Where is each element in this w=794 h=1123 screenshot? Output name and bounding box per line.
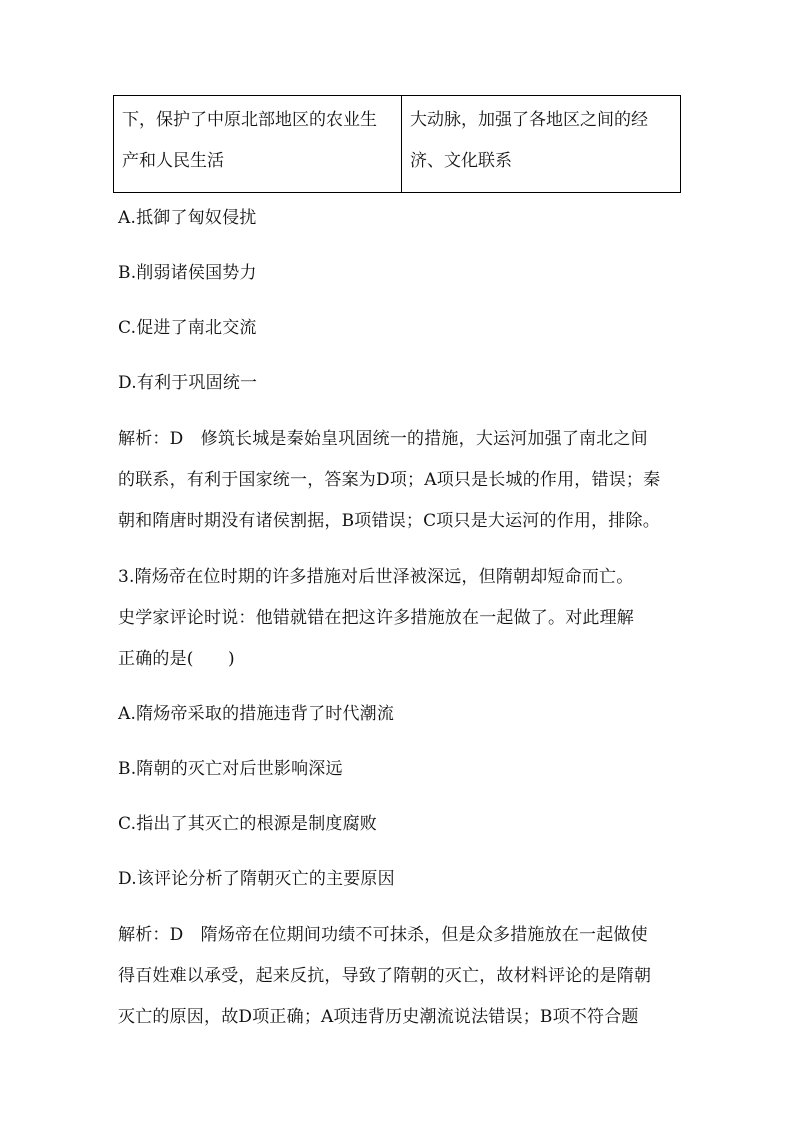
q3-stem-line: 正确的是( ) bbox=[118, 649, 235, 669]
q2-option-b: B.削弱诸侯国势力 bbox=[118, 263, 257, 283]
q2-option-d: D.有利于巩固统一 bbox=[118, 373, 258, 393]
q2-analysis-line: 朝和隋唐时期没有诸侯割据，B项错误；C项只是大运河的作用，排除。 bbox=[118, 511, 660, 531]
q2-option-a: A.抵御了匈奴侵扰 bbox=[118, 208, 257, 228]
cell-line: 大动脉，加强了各地区之间的经 bbox=[410, 110, 648, 130]
q3-option-d: D.该评论分析了隋朝灭亡的主要原因 bbox=[118, 869, 395, 889]
q3-stem-line: 3.隋炀帝在位时期的许多措施对后世泽被深远，但隋朝却短命而亡。 bbox=[118, 567, 634, 587]
q3-analysis-line: 解析：D 隋炀帝在位期间功绩不可抹杀，但是众多措施放在一起做使 bbox=[118, 925, 648, 945]
q3-option-b: B.隋朝的灭亡对后世影响深远 bbox=[118, 759, 343, 779]
q2-analysis-line: 解析：D 修筑长城是秦始皇巩固统一的措施，大运河加强了南北之间 bbox=[118, 429, 648, 449]
q2-option-c: C.促进了南北交流 bbox=[118, 318, 257, 338]
table-row bbox=[114, 96, 681, 193]
cell-line: 济、文化联系 bbox=[410, 151, 512, 171]
q3-option-c: C.指出了其灭亡的根源是制度腐败 bbox=[118, 814, 378, 834]
q3-stem-line: 史学家评论时说：他错就错在把这许多措施放在一起做了。对此理解 bbox=[118, 608, 634, 628]
q3-option-a: A.隋炀帝采取的措施违背了时代潮流 bbox=[118, 704, 395, 724]
q2-analysis-line: 的联系，有利于国家统一，答案为D项；A项只是长城的作用，错误；秦 bbox=[118, 470, 661, 490]
table-cell-right bbox=[402, 96, 681, 193]
cell-line: 下，保护了中原北部地区的农业生 bbox=[122, 110, 377, 130]
continuation-table bbox=[113, 95, 681, 193]
table-cell-left bbox=[114, 96, 402, 193]
cell-line: 产和人民生活 bbox=[122, 151, 224, 171]
q3-analysis-line: 得百姓难以承受，起来反抗，导致了隋朝的灭亡，故材料评论的是隋朝 bbox=[118, 966, 652, 986]
q3-analysis-line: 灭亡的原因，故D项正确；A项违背历史潮流说法错误；B项不符合题 bbox=[118, 1007, 639, 1027]
